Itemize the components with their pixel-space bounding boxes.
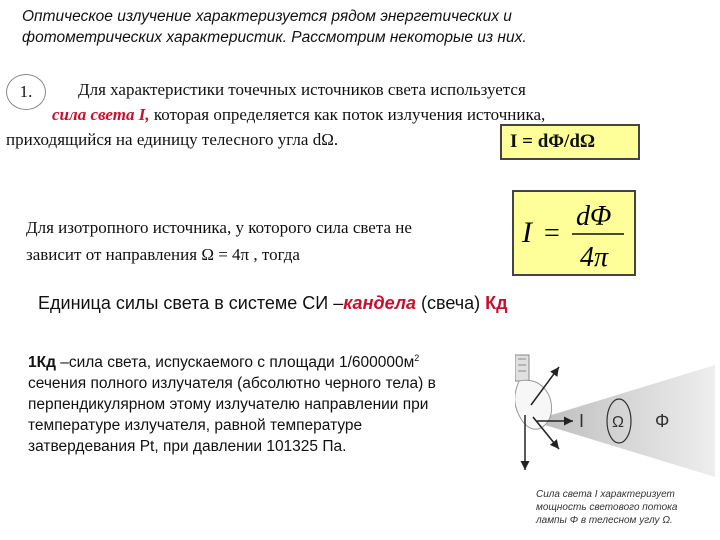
item1-line-2-rest: которая определяется как поток излучения источника, — [149, 105, 546, 124]
formula-eq: = — [544, 218, 560, 249]
item1-line-1: Для характеристики точечных источников света используется — [78, 80, 526, 99]
definition-sup: 2 — [414, 352, 420, 363]
unit-name: кандела — [343, 293, 417, 313]
isotropic-line-1: Для изотропного источника, у которого сила света не — [26, 218, 412, 237]
formula-denominator: 4π — [580, 242, 609, 273]
intro-text — [22, 6, 682, 48]
formula-box-isotropic — [512, 190, 636, 276]
label-intensity: I — [579, 411, 585, 431]
definition-line-2: сечения полного излучателя (абсолютно черного тела) в — [28, 375, 436, 392]
unit-middle: (свеча) — [416, 293, 486, 313]
unit-candela-line — [38, 293, 508, 314]
definition-line-5: затвердевания Pt, при давлении 101325 Па. — [28, 438, 347, 455]
intro-line-2: фотометрических характеристик. Рассмотрим некоторые из них. — [22, 29, 527, 46]
caption-line-3: лампы Φ в телесном углу Ω. — [536, 515, 673, 526]
formula-isotropic-svg — [514, 192, 634, 274]
intro-line-1: Оптическое излучение характеризуется рядом энергетических и — [22, 8, 512, 25]
item1-line-2 — [52, 102, 545, 127]
definition-line-3: перпендикулярном этому излучателю направлении при — [28, 396, 429, 413]
unit-prefix: Единица силы света в системе СИ – — [38, 293, 344, 313]
candela-definition — [28, 352, 518, 457]
lamp-diagram — [515, 345, 715, 485]
isotropic-line-2: зависит от направления Ω = 4π , тогда — [26, 245, 300, 264]
label-flux: Φ — [655, 411, 670, 431]
term-luminous-intensity: сила света I, — [52, 105, 150, 124]
item-number-circle: 1. — [6, 74, 46, 110]
unit-abbr: Кд — [485, 293, 508, 313]
lamp-bulb-icon — [515, 380, 552, 429]
diagram-caption — [536, 488, 706, 527]
label-solid-angle: Ω — [612, 414, 624, 431]
definition-line-1 — [28, 352, 518, 373]
definition-part-1: –сила света, испускаемого с площади 1/600000м — [55, 354, 415, 371]
isotropic-text — [26, 214, 496, 268]
formula-numerator: dΦ — [576, 201, 612, 232]
lamp-diagram-svg — [515, 345, 715, 485]
definition-term: 1Кд — [28, 354, 56, 371]
caption-line-1: Сила света I характеризует — [536, 489, 675, 500]
definition-line-4: температуре излучателя, равной температуре — [28, 417, 363, 434]
caption-line-2: мощность светового потока — [536, 502, 678, 513]
item1-line-3: приходящийся на единицу телесного угла dΩ. — [6, 130, 339, 149]
formula-lhs: I — [522, 216, 532, 249]
formula-box-intensity: I = dΦ/dΩ — [500, 124, 640, 160]
